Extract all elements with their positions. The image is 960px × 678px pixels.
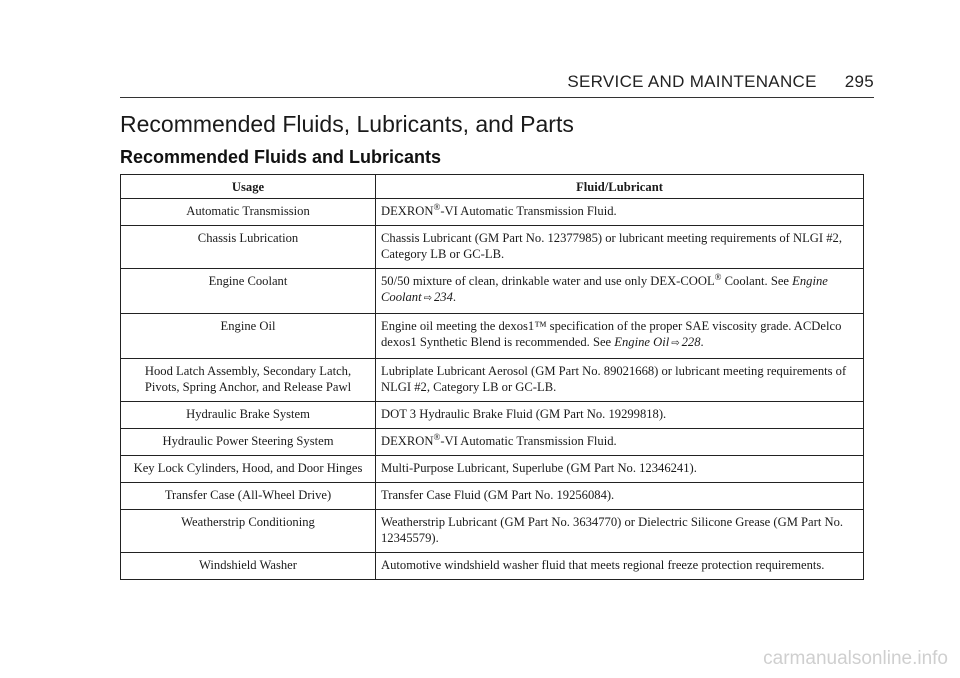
fluids-table: [120, 174, 864, 580]
reference-page: 228: [681, 335, 701, 349]
fluid-text: DEXRON: [381, 434, 434, 448]
table-row: [121, 553, 864, 580]
fluid-text: -VI Automatic Transmission Fluid.: [440, 204, 617, 218]
cross-reference-link[interactable]: [614, 335, 700, 349]
fluid-cell: [376, 429, 864, 456]
usage-cell: Hood Latch Assembly, Secondary Latch, Pivots, Spring Anchor, and Release Pawl: [121, 359, 376, 402]
usage-cell: Key Lock Cylinders, Hood, and Door Hinges: [121, 456, 376, 483]
usage-cell: Engine Oil: [121, 314, 376, 359]
registered-mark: ®: [714, 271, 722, 282]
table-row: [121, 402, 864, 429]
table-row: [121, 269, 864, 314]
usage-cell: Hydraulic Power Steering System: [121, 429, 376, 456]
table-row: [121, 510, 864, 553]
watermark: carmanualsonline.info: [763, 648, 948, 669]
fluid-cell: Chassis Lubricant (GM Part No. 12377985) or lubricant meeting requirements of NLGI #2, Category LB or GC-LB.: [376, 226, 864, 269]
fluid-text: -VI Automatic Transmission Fluid.: [440, 434, 617, 448]
usage-cell: Automatic Transmission: [121, 199, 376, 226]
fluid-text: Coolant. See: [721, 274, 793, 288]
table-row: [121, 429, 864, 456]
fluid-cell: Multi-Purpose Lubricant, Superlube (GM Part No. 12346241).: [376, 456, 864, 483]
table-row: [121, 226, 864, 269]
subsection-title: Recommended Fluids and Lubricants: [120, 147, 442, 167]
fluid-cell: DOT 3 Hydraulic Brake Fluid (GM Part No. 19299818).: [376, 402, 864, 429]
fluid-cell: Transfer Case Fluid (GM Part No. 19256084).: [376, 483, 864, 510]
fluid-cell: Automotive windshield washer fluid that meets regional freeze protection requirements.: [376, 553, 864, 580]
registered-mark: ®: [433, 431, 441, 442]
reference-title: Engine Coolant: [381, 274, 828, 304]
column-header-usage: Usage: [121, 175, 376, 199]
header-divider: [120, 97, 874, 98]
fluid-text: DEXRON: [381, 204, 434, 218]
table-row: [121, 314, 864, 359]
fluid-text: .: [452, 290, 457, 304]
header-page-number: 295: [844, 72, 874, 91]
usage-cell: Hydraulic Brake System: [121, 402, 376, 429]
fluid-text: 50/50 mixture of clean, drinkable water and use only DEX-COOL: [381, 274, 715, 288]
page-reference-icon: ⇨: [423, 293, 432, 304]
page-reference-icon: ⇨: [671, 338, 680, 349]
reference-title: Engine Oil: [614, 335, 670, 349]
fluid-cell: [376, 314, 864, 359]
usage-cell: Windshield Washer: [121, 553, 376, 580]
page-header: [567, 72, 874, 92]
table-row: [121, 199, 864, 226]
table-row: [121, 359, 864, 402]
table-row: [121, 456, 864, 483]
usage-cell: Weatherstrip Conditioning: [121, 510, 376, 553]
table-header-row: [121, 175, 864, 199]
section-title: Recommended Fluids, Lubricants, and Parts: [120, 111, 574, 137]
fluid-cell: Lubriplate Lubricant Aerosol (GM Part No. 89021668) or lubricant meeting requirements of NLGI #2, Category LB or GC-LB.: [376, 359, 864, 402]
fluid-text: .: [700, 335, 704, 349]
fluid-text: Engine oil meeting the dexos1™ specification of the proper SAE viscosity grade. ACDelco dexos1 Synthetic Blend is recommended. See: [381, 319, 842, 349]
header-section-name: SERVICE AND MAINTENANCE: [567, 72, 817, 91]
table-row: [121, 483, 864, 510]
usage-cell: Engine Coolant: [121, 269, 376, 314]
fluid-cell: Weatherstrip Lubricant (GM Part No. 3634770) or Dielectric Silicone Grease (GM Part No. 12345579).: [376, 510, 864, 553]
registered-mark: ®: [433, 201, 441, 212]
usage-cell: Transfer Case (All-Wheel Drive): [121, 483, 376, 510]
fluid-cell: [376, 269, 864, 314]
fluid-cell: [376, 199, 864, 226]
column-header-fluid: Fluid/Lubricant: [376, 175, 864, 199]
usage-cell: Chassis Lubrication: [121, 226, 376, 269]
reference-page: 234: [433, 290, 453, 304]
